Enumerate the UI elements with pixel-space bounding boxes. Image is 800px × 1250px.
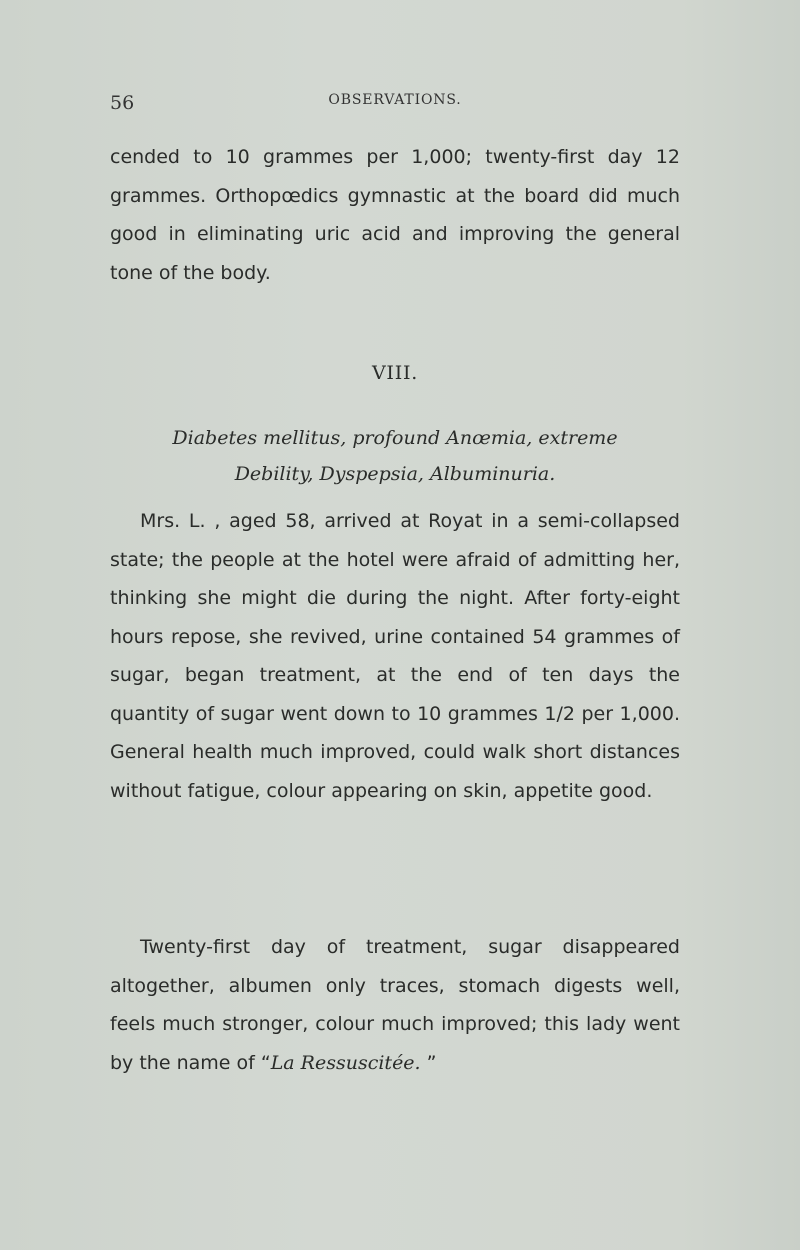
running-head: OBSERVATIONS.: [328, 92, 462, 108]
closing-quote: ”: [420, 1051, 437, 1074]
section-subtitle: [110, 420, 680, 492]
paragraph-3: [110, 928, 680, 1082]
nickname: La Ressuscitée.: [270, 1051, 421, 1074]
subtitle-line-2: Debility, Dyspepsia, Albuminuria.: [234, 463, 556, 485]
paragraph-1: cended to 10 grammes per 1,000; twenty-first day 12 grammes. Orthopœdics gymnastic at the board did much good in eliminating uric acid and improving the general tone of the body.: [110, 146, 680, 284]
paragraph-3-text: Twenty-first day of treatment, sugar disappeared altogether, albumen only traces, stomach digests well, feels much stronger, colour much improved; this lady went by the name of “: [110, 936, 680, 1074]
subtitle-line-1: Diabetes mellitus, profound Anœmia, extreme: [172, 427, 618, 449]
section-number: VIII.: [371, 362, 419, 384]
page-header: [110, 92, 680, 122]
page-number: 56: [110, 92, 135, 114]
paragraph-2: Mrs. L. , aged 58, arrived at Royat in a semi-collapsed state; the people at the hotel were afraid of admitting her, thinking she might die during the night. After forty-eight hours repose, she revived, urine contained 54 grammes of sugar, began treatment, at the end of ten days the quantity of sugar went down to 10 grammes 1/2 per 1,000. General health much improved, could walk short distances without fatigue, colour appearing on skin, appetite good.: [110, 510, 680, 802]
